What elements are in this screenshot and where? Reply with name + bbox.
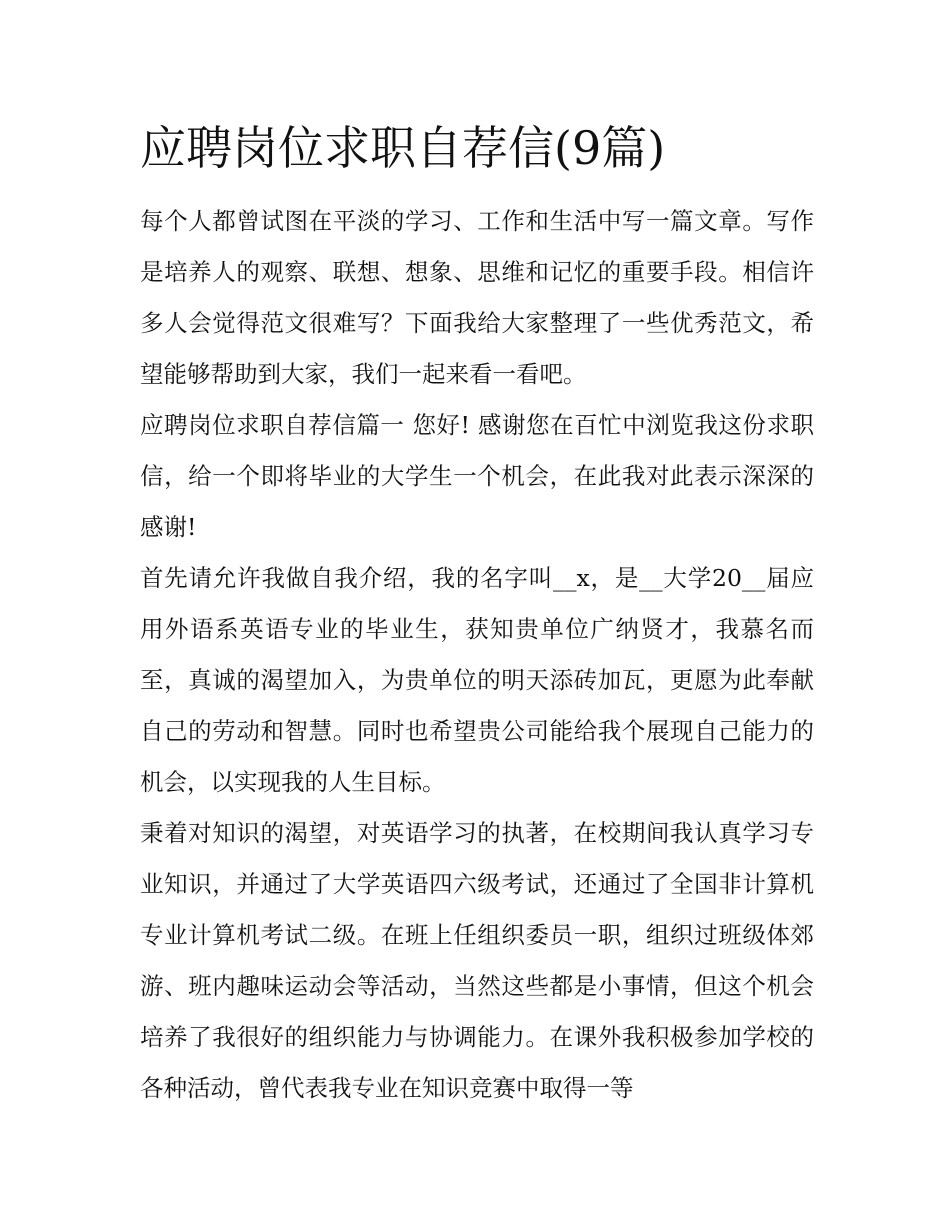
paragraph-intro: 每个人都曾试图在平淡的学习、工作和生活中写一篇文章。写作是培养人的观察、联想、想象、思维和记忆的重要手段。相信许多人会觉得范文很难写？下面我给大家整理了一些优秀范文，希望能够帮助到大家，我们一起来看一看吧。 xyxy=(140,207,814,388)
document-body xyxy=(140,196,814,1114)
document-title: 应聘岗位求职自荐信(9篇) xyxy=(140,121,666,175)
paragraph-greeting: 应聘岗位求职自荐信篇一 您好! 感谢您在百忙中浏览我这份求职信，给一个即将毕业的大学生一个机会，在此我对此表示深深的感谢! xyxy=(140,411,814,541)
paragraph-experience: 秉着对知识的渴望，对英语学习的执著，在校期间我认真学习专业知识，并通过了大学英语四六级考试，还通过了全国非计算机专业计算机考试二级。在班上任组织委员一职，组织过班级体郊游、班内趣味运动会等活动，当然这些都是小事情，但这个机会培养了我很好的组织能力与协调能力。在课外我积极参加学校的各种活动，曾代表我专业在知识竞赛中取得一等 xyxy=(140,819,814,1102)
paragraph-self-introduction: 首先请允许我做自我介绍，我的名字叫__x，是__大学20__届应用外语系英语专业的毕业生，获知贵单位广纳贤才，我慕名而至，真诚的渴望加入，为贵单位的明天添砖加瓦，更愿为此奉献自己的劳动和智慧。同时也希望贵公司能给我个展现自己能力的机会，以实现我的人生目标。 xyxy=(140,564,814,796)
